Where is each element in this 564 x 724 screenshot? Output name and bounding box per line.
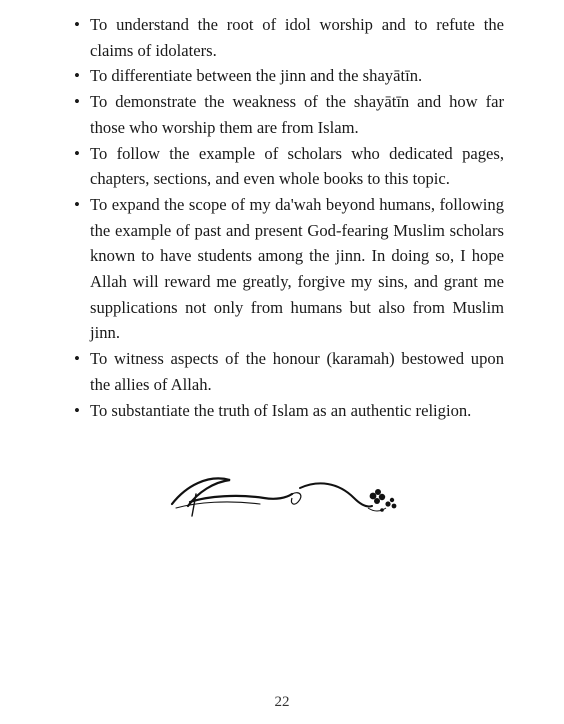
objectives-list	[74, 12, 504, 423]
list-item: • To follow the example of scholars who dedicated pages, chapters, sections, and even whole books to this topic.	[74, 141, 504, 192]
list-item: • To witness aspects of the honour (karamah) bestowed upon the allies of Allah.	[74, 346, 504, 397]
list-item: • To understand the root of idol worship and to refute the claims of idolaters.	[74, 12, 504, 63]
list-item: • To substantiate the truth of Islam as an authentic religion.	[74, 398, 504, 424]
flourish-ornament-icon	[168, 468, 400, 520]
list-item: • To demonstrate the weakness of the shayātīn and how far those who worship them are from Islam.	[74, 89, 504, 140]
list-item: • To differentiate between the jinn and the shayātīn.	[74, 63, 504, 89]
page-number: 22	[274, 694, 290, 710]
list-item: • To expand the scope of my da'wah beyond humans, following the example of past and present God-fearing Muslim scholars known to have students among the jinn. In doing so, I hope Allah will reward me greatly, forgive my sins, and grant me supplications not only from humans but also from Muslim jinn.	[74, 192, 504, 346]
